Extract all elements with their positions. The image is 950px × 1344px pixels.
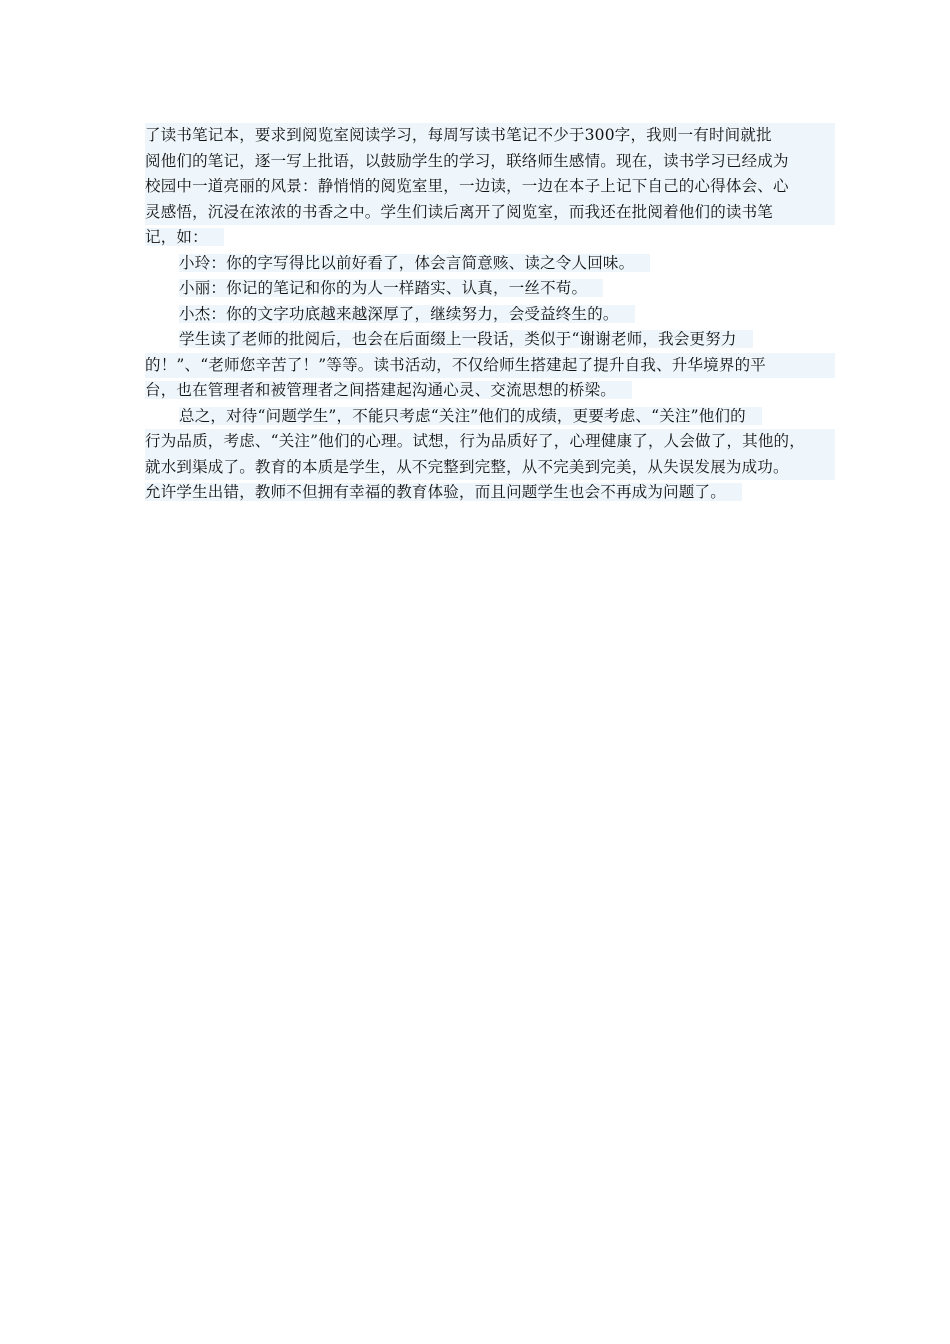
text-line-11 [145, 378, 835, 404]
text-line-13: 行为品质，考虑、“关注”他们的心理。试想，行为品质好了，心理健康了，人会做了，其他的， [145, 429, 835, 455]
comment-xiaojie: 小杰：你的文字功底越来越深厚了，继续努力，会受益终生的。 [179, 305, 635, 323]
text-line-9-content: 学生读了老师的批阅后，也会在后面缀上一段话，类似于“谢谢老师，我会更努力 [179, 330, 753, 348]
text-line-6 [145, 251, 835, 277]
text-line-12 [145, 404, 835, 430]
text-line-8 [145, 302, 835, 328]
text-line-5 [145, 225, 835, 251]
text-line-12-content: 总之，对待“问题学生”，不能只考虑“关注”他们的成绩，更要考虑、“关注”他们的 [179, 407, 762, 425]
text-line-4: 灵感悟，沉浸在浓浓的书香之中。学生们读后离开了阅览室，而我还在批阅着他们的读书笔 [145, 200, 835, 226]
text-line-9 [145, 327, 835, 353]
text-line-14: 就水到渠成了。教育的本质是学生，从不完整到完整，从不完美到完美，从失误发展为成功。 [145, 455, 835, 481]
comment-xiaoling: 小玲：你的字写得比以前好看了，体会言简意赅、读之令人回味。 [179, 254, 650, 272]
text-line-2: 阅他们的笔记，逐一写上批语，以鼓励学生的学习，联络师生感情。现在，读书学习已经成为 [145, 149, 835, 175]
text-line-15-content: 允许学生出错，教师不但拥有幸福的教育体验，而且问题学生也会不再成为问题了。 [145, 483, 742, 501]
text-line-10: 的！”、“老师您辛苦了！”等等。读书活动，不仅给师生搭建起了提升自我、升华境界的平 [145, 353, 835, 379]
text-line-3: 校园中一道亮丽的风景：静悄悄的阅览室里，一边读，一边在本子上记下自己的心得体会、心 [145, 174, 835, 200]
comment-xiaoli: 小丽：你记的笔记和你的为人一样踏实、认真，一丝不苟。 [179, 279, 603, 297]
text-line-1: 了读书笔记本，要求到阅览室阅读学习，每周写读书笔记不少于300字，我则一有时间就批 [145, 123, 835, 149]
text-line-5-content: 记，如： [145, 228, 224, 246]
text-line-11-content: 台，也在管理者和被管理者之间搭建起沟通心灵、交流思想的桥梁。 [145, 381, 632, 399]
text-line-7 [145, 276, 835, 302]
document-body [145, 123, 835, 506]
text-line-15 [145, 480, 835, 506]
